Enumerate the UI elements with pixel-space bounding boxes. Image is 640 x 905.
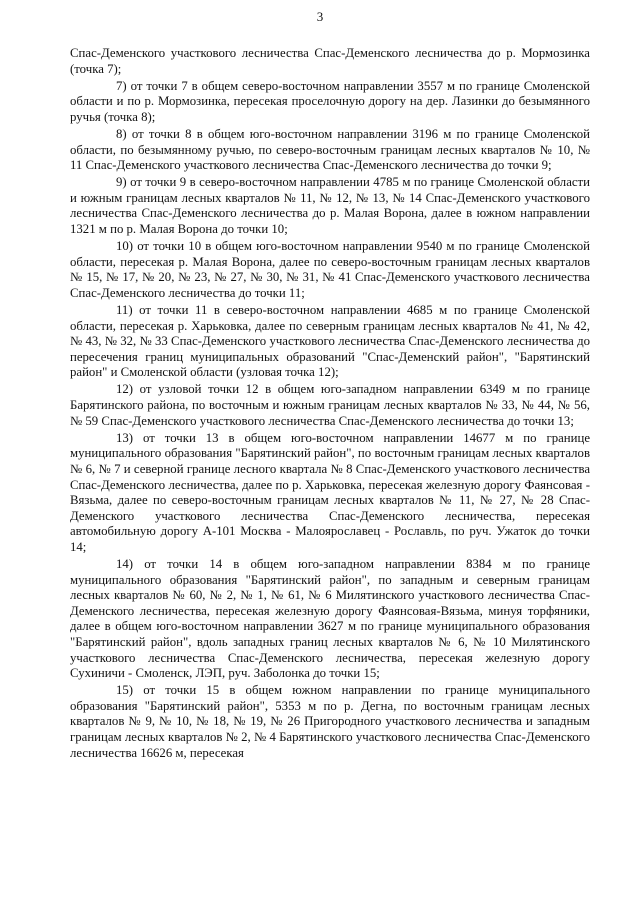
paragraph-item-9: 9) от точки 9 в северо-восточном направлении 4785 м по границе Смоленской области и южным границам лесных кварталов № 11, № 12, № 13, № 14 Спас-Деменского участкового лесничества Спас-Деменского лесничества до р. Малая Ворона, далее в южном направлении 1321 м по р. Малая Ворона до точки 10;: [70, 175, 590, 237]
paragraph-item-7: 7) от точки 7 в общем северо-восточном направлении 3557 м по границе Смоленской области и по р. Мормозинка, пересекая проселочную дорогу на дер. Лазинки до безымянного ручья (точка 8);: [70, 78, 590, 124]
document-body: [70, 46, 590, 763]
paragraph-item-10: 10) от точки 10 в общем юго-восточном направлении 9540 м по границе Смоленской области, пересекая р. Малая Ворона, далее по северо-восточным границам лесных кварталов № 15, № 17, № 20, № 23, № 27, № 30, № 31, № 41 Спас-Деменского участкового лесничества Спас-Деменского лесничества до точки 11;: [70, 239, 590, 300]
paragraph-item-14: 14) от точки 14 в общем юго-западном направлении 8384 м по границе муниципального образования "Барятинский район", по западным и северным границам лесных кварталов № 60, № 2, № 1, № 61, № 6 Милятинского участкового лесничества Спас-Деменского лесничества, пересекая железную дорогу Фаянсовая-Вязьма, минуя торфяники, далее в общем юго-восточном направлении 3627 м по границе муниципального образования "Барятинский район", вдоль западных границ лесных кварталов № 6, № 10 Милятинского участкового лесничества Спас-Деменского лесничества, пересекая железную дорогу Сухиничи - Смоленск, ЛЭП, руч. Заболонка до точки 15;: [70, 557, 590, 681]
paragraph-item-15: 15) от точки 15 в общем южном направлении по границе муниципального образования "Барятинский район", 5353 м по р. Дегна, по восточным границам лесных кварталов № 9, № 10, № 18, № 19, № 26 Пригородного участкового лесничества и западным границам лесных кварталов № 2, № 4 Барятинского участкового лесничества Спас-Деменского лесничества 16626 м, пересекая: [70, 683, 590, 760]
paragraph-item-13: 13) от точки 13 в общем юго-восточном направлении 14677 м по границе муниципального образования "Барятинский район", по восточным границам лесных кварталов № 6, № 7 и северной границе лесного квартала № 8 Спас-Деменского участкового лесничества Спас-Деменского лесничества, далее по р. Харьковка, пересекая железную дорогу Фаянсовая - Вязьма, далее по северо-восточным границам лесных кварталов № 11, № 27, № 28 Спас-Деменского участкового лесничества Спас-Деменского лесничества, пересекая автомобильную дорогу А-101 Москва - Малоярославец - Рославль, по руч. Ужаток до точки 14;: [70, 430, 590, 554]
paragraph-continuation: Спас-Деменского участкового лесничества Спас-Деменского лесничества до р. Мормозинка (точка 7);: [70, 46, 590, 76]
paragraph-item-11: 11) от точки 11 в северо-восточном направлении 4685 м по границе Смоленской области, пересекая р. Харьковка, далее по северным границам лесных кварталов № 41, № 42, № 43, № 32, № 33 Спас-Деменского участкового лесничества Спас-Деменского лесничества до пересечения границ муниципальных образований "Спас-Деменский район", "Барятинский район" и Смоленской области (узловая точка 12);: [70, 303, 590, 380]
page-number: 3: [316, 9, 324, 24]
paragraph-item-8: 8) от точки 8 в общем юго-восточном направлении 3196 м по границе Смоленской области, по безымянному ручью, по северо-восточным границам лесных кварталов № 10, № 11 Спас-Деменского участкового лесничества Спас-Деменского лесничества до точки 9;: [70, 126, 590, 173]
paragraph-item-12: 12) от узловой точки 12 в общем юго-западном направлении 6349 м по границе Барятинского района, по восточным и южным границам лесных кварталов № 33, № 44, № 56, № 59 Спас-Деменского участкового лесничества Спас-Деменского лесничества до точки 13;: [70, 382, 590, 428]
